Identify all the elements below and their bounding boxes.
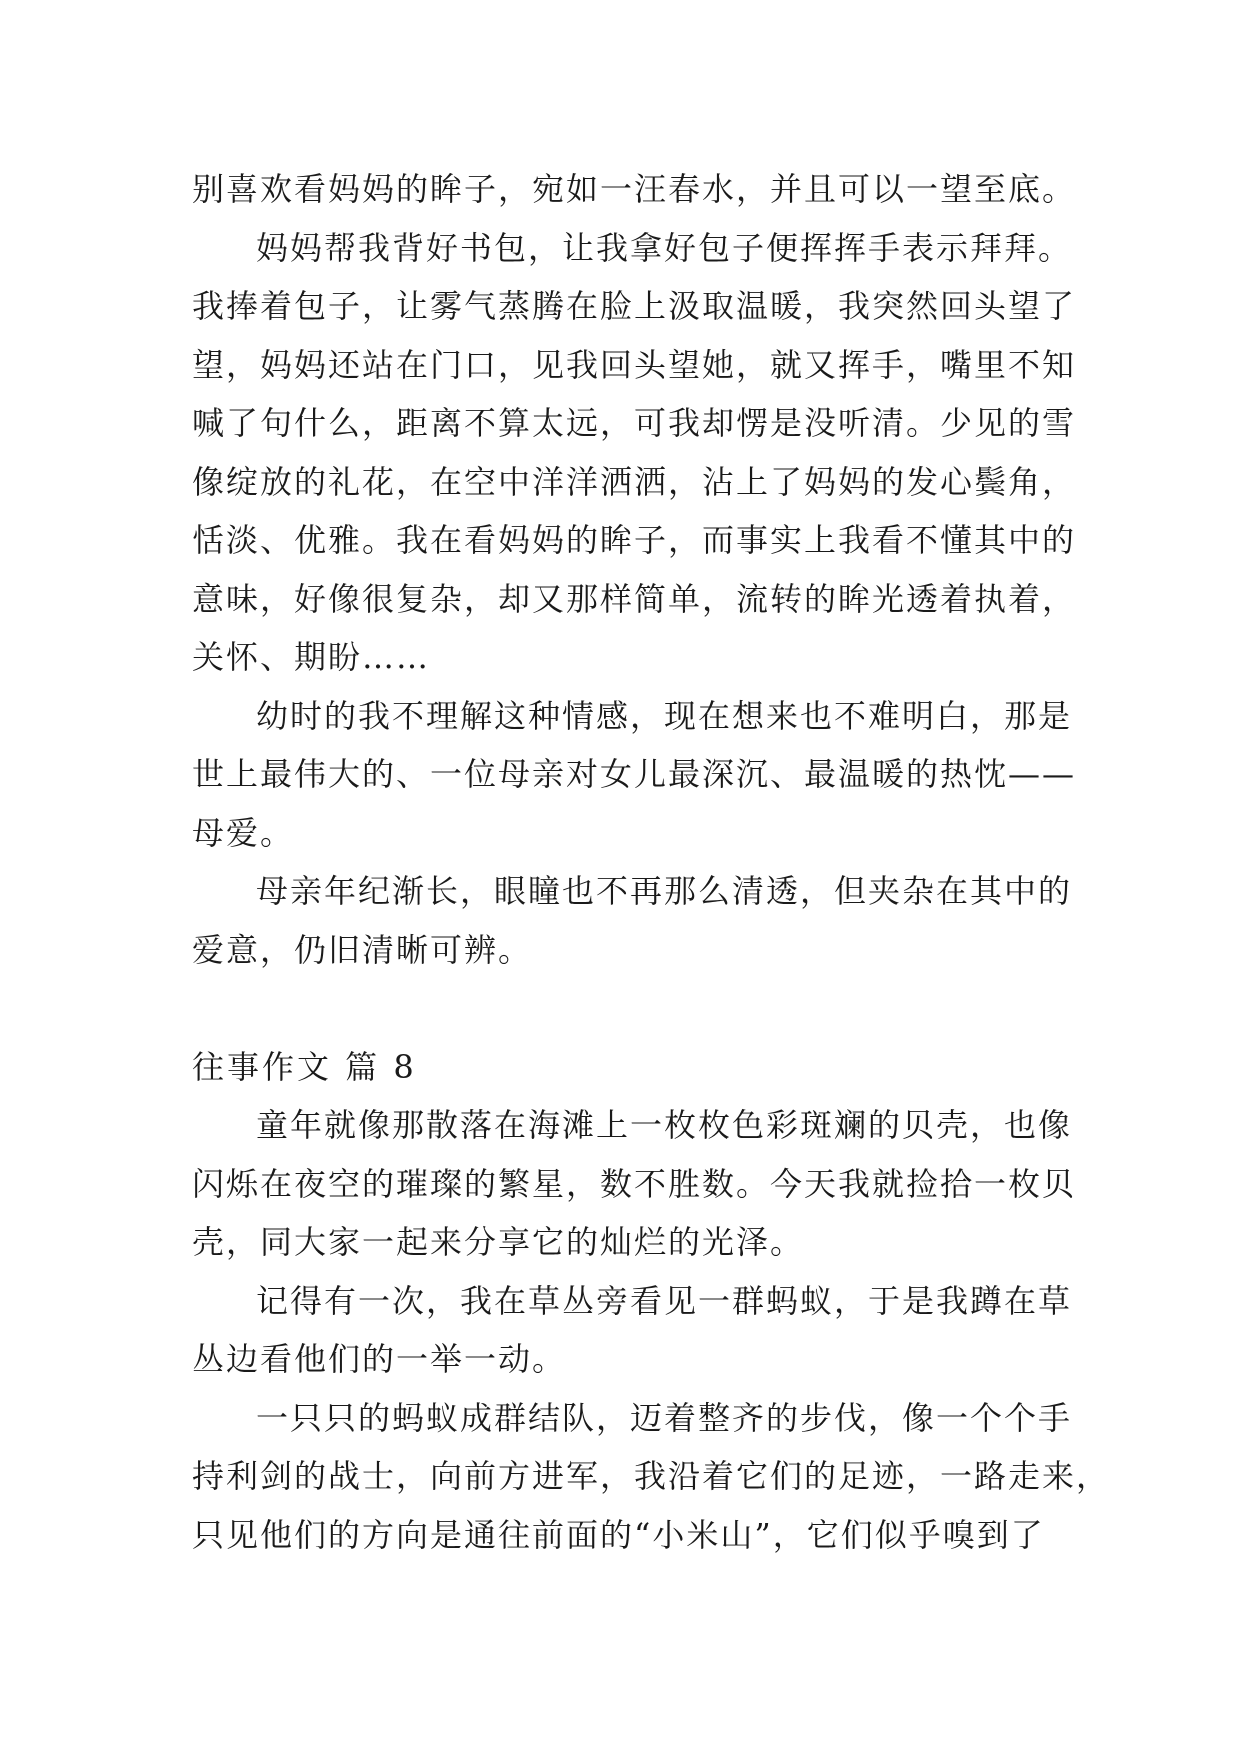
- text-line: 恬淡、优雅。我在看妈妈的眸子，而事实上我看不懂其中的: [192, 521, 1077, 559]
- text-line: 别喜欢看妈妈的眸子，宛如一汪春水，并且可以一望至底。: [192, 170, 1077, 208]
- text-line: 只见他们的方向是通往前面的“小米山”，它们似乎嗅到了: [192, 1515, 1045, 1554]
- paragraph-first-line: 记得有一次，我在草丛旁看见一群蚂蚁，于是我蹲在草: [256, 1281, 1073, 1320]
- text-line: 我捧着包子，让雾气蒸腾在脸上汲取温暖，我突然回头望了: [192, 287, 1077, 325]
- section-spacer: [192, 979, 1062, 1038]
- paragraph-first-line: 一只只的蚂蚁成群结队，迈着整齐的步伐，像一个个手: [256, 1398, 1073, 1437]
- paragraph-first-line: 童年就像那散落在海滩上一枚枚色彩斑斓的贝壳，也像: [256, 1106, 1073, 1144]
- text-line: 世上最伟大的、一位母亲对女儿最深沉、最温暖的热忱——: [192, 755, 1077, 793]
- text-line: 壳，同大家一起来分享它的灿烂的光泽。: [192, 1223, 805, 1261]
- essay-body: [192, 160, 1111, 1564]
- text-line: 闪烁在夜空的璀璨的繁星，数不胜数。今天我就捡拾一枚贝: [192, 1164, 1077, 1203]
- text-line: 关怀、期盼……: [192, 638, 431, 676]
- paragraph-first-line: 幼时的我不理解这种情感，现在想来也不难明白，那是: [256, 696, 1073, 735]
- text-line: 爱意，仍旧清晰可辨。: [192, 930, 533, 969]
- text-line: 持利剑的战士，向前方进军，我沿着它们的足迹，一路走来，: [192, 1457, 1111, 1495]
- text-line: 丛边看他们的一举一动。: [192, 1340, 567, 1378]
- text-line: 母爱。: [192, 813, 295, 852]
- paragraph-first-line: 母亲年纪渐长，眼瞳也不再那么清透，但夹杂在其中的: [256, 872, 1073, 910]
- section-heading: 往事作文 篇 8: [192, 1047, 417, 1086]
- text-line: 意味，好像很复杂，却又那样简单，流转的眸光透着执着，: [192, 579, 1077, 618]
- text-line: 望，妈妈还站在门口，见我回头望她，就又挥手，嘴里不知: [192, 345, 1077, 384]
- text-line: 像绽放的礼花，在空中洋洋洒洒，沾上了妈妈的发心鬓角，: [192, 462, 1077, 501]
- paragraph-first-line: 妈妈帮我背好书包，让我拿好包子便挥挥手表示拜拜。: [256, 228, 1073, 267]
- text-line: 喊了句什么，距离不算太远，可我却愣是没听清。少见的雪: [192, 404, 1077, 442]
